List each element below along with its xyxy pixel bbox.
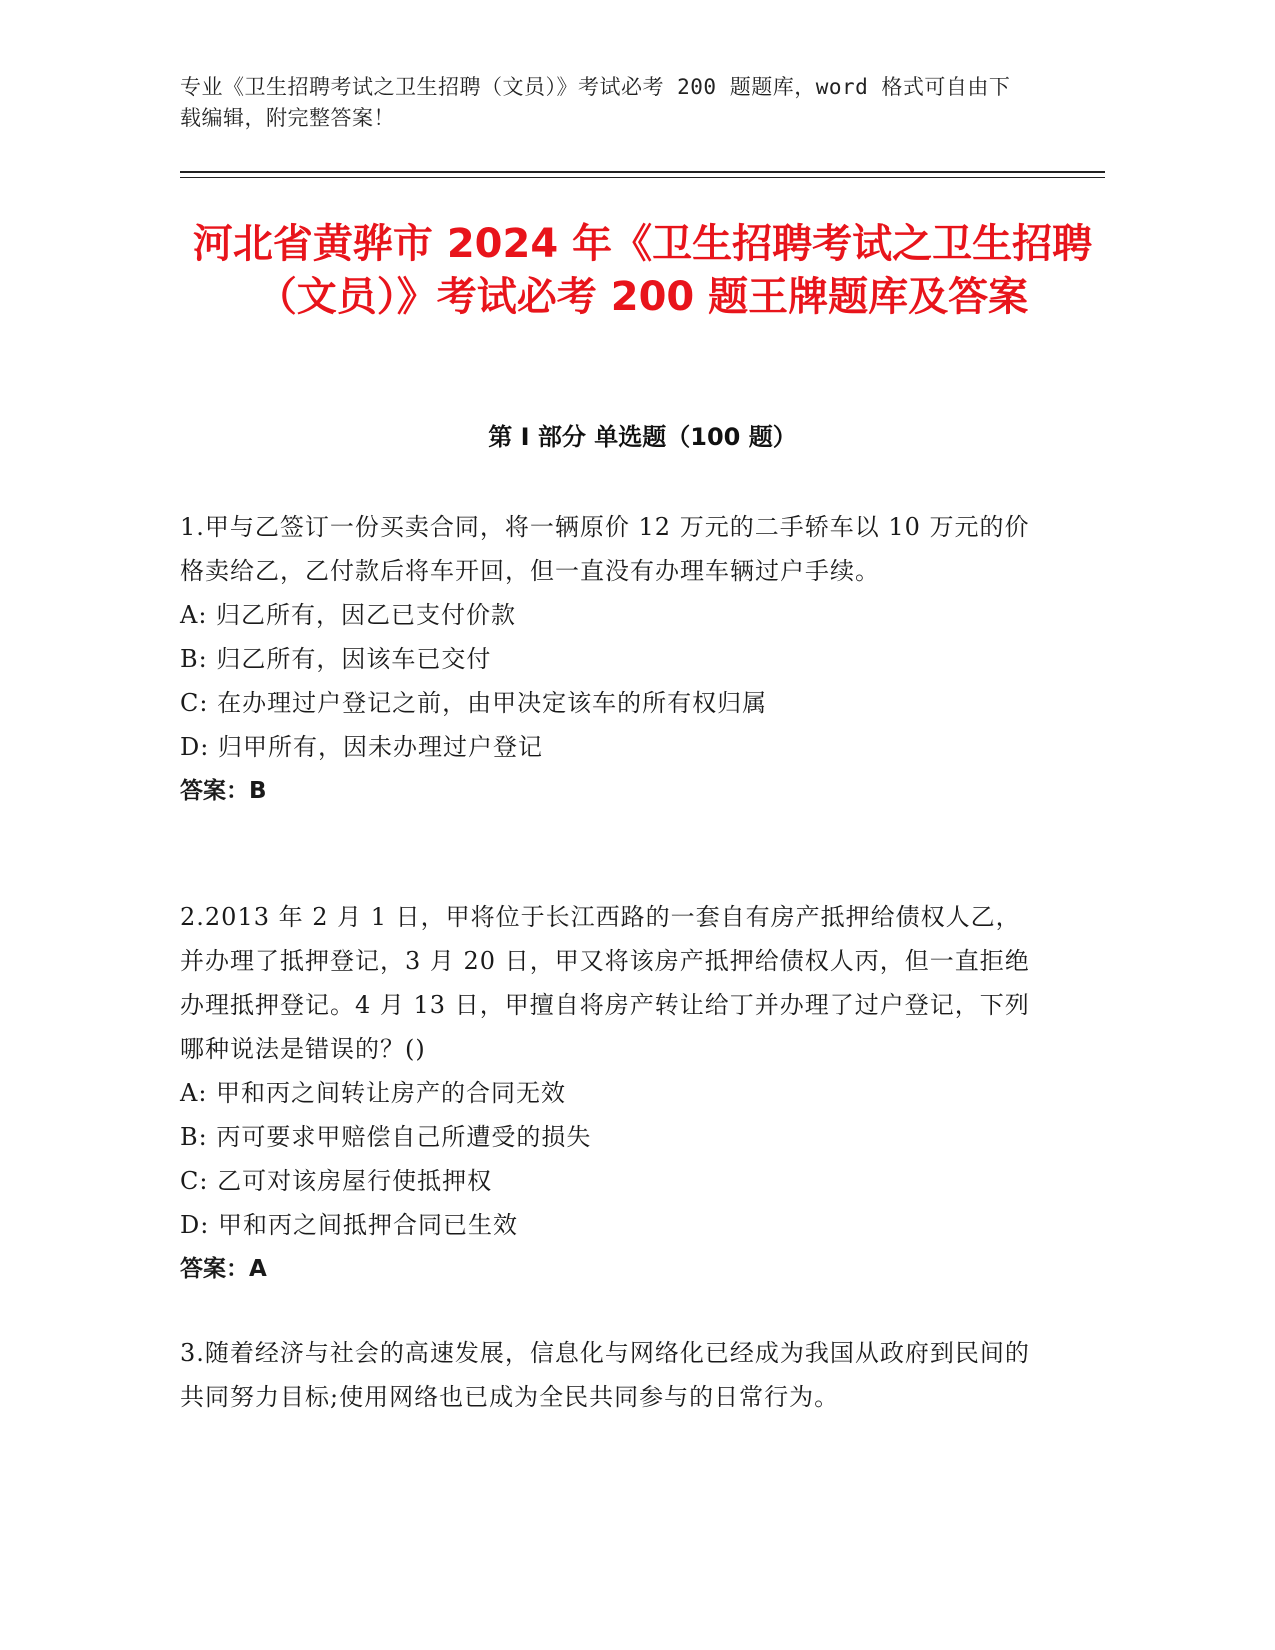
header-divider-thick	[180, 171, 1105, 173]
question-stem: 3.随着经济与社会的高速发展，信息化与网络化已经成为我国从政府到民间的共同努力目标;使用网络也已成为全民共同参与的日常行为。	[180, 1339, 1030, 1411]
header-divider-thin	[180, 177, 1105, 178]
option-b: B: 丙可要求甲赔偿自己所遭受的损失	[180, 1123, 592, 1151]
option-a: A: 甲和丙之间转让房产的合同无效	[180, 1079, 567, 1107]
option-c: C: 在办理过户登记之前，由甲决定该车的所有权归属	[180, 689, 768, 717]
question-2	[180, 895, 1030, 1291]
question-1	[180, 505, 1030, 813]
document-title: 河北省黄骅市 2024 年《卫生招聘考试之卫生招聘（文员）》考试必考 200 题王牌题库及答案	[192, 221, 1093, 320]
question-stem: 2.2013 年 2 月 1 日，甲将位于长江西路的一套自有房产抵押给债权人乙，并办理了抵押登记，3 月 20 日，甲又将该房产抵押给债权人丙，但一直拒绝办理抵押登记。4 月 13 日，甲擅自将房产转让给丁并办理了过户登记，下列哪种说法是错误的？()	[180, 903, 1030, 1063]
answer: 答案：A	[180, 1256, 267, 1282]
option-c: C: 乙可对该房屋行使抵押权	[180, 1167, 493, 1195]
option-d: D: 甲和丙之间抵押合同已生效	[180, 1211, 518, 1239]
option-b: B: 归乙所有，因该车已交付	[180, 645, 492, 673]
answer: 答案：B	[180, 778, 267, 804]
option-a: A: 归乙所有，因乙已支付价款	[180, 601, 517, 629]
header-note: 专业《卫生招聘考试之卫生招聘（文员）》考试必考 200 题题库，word 格式可自由下载编辑，附完整答案！	[180, 75, 1011, 130]
question-stem: 1.甲与乙签订一份买卖合同，将一辆原价 12 万元的二手轿车以 10 万元的价格卖给乙，乙付款后将车开回，但一直没有办理车辆过户手续。	[180, 513, 1030, 585]
question-3	[180, 1331, 1030, 1419]
option-d: D: 归甲所有，因未办理过户登记	[180, 733, 543, 761]
section-heading: 第 I 部分 单选题（100 题）	[488, 423, 797, 451]
